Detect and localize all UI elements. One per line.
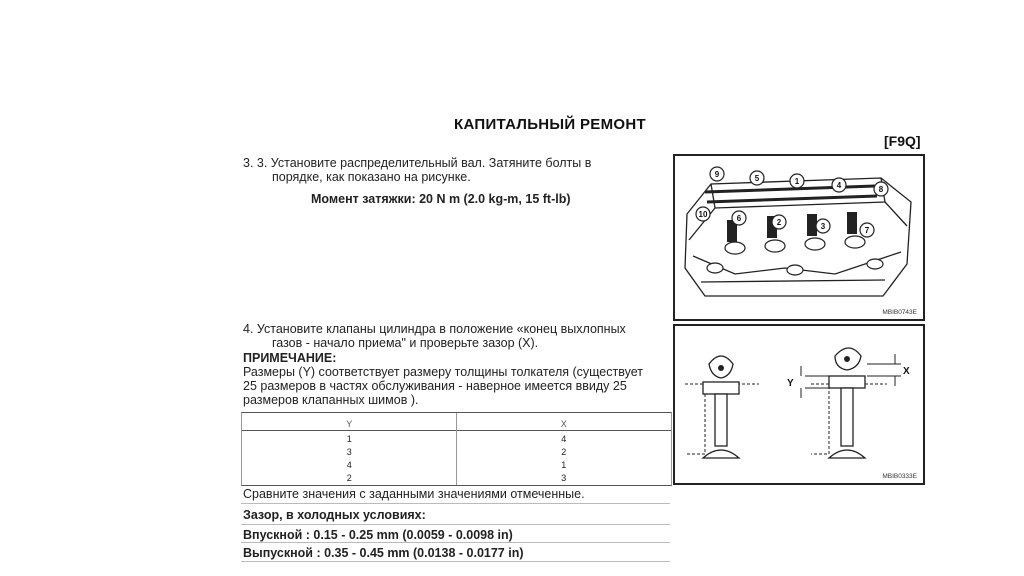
step4-line1: 4. Установите клапаны цилиндра в положение «конец выхлопных	[243, 322, 626, 336]
note-heading: ПРИМЕЧАНИЕ:	[243, 351, 337, 365]
cylinder-head-figure	[673, 154, 925, 321]
table-header-y: Y	[346, 419, 353, 429]
torque-spec: Момент затяжки: 20 N m (2.0 kg-m, 15 ft-lb)	[311, 192, 571, 206]
bolt-number: 3	[820, 222, 826, 231]
note-line1: Размеры (Y) соответствует размеру толщины толкателя (существует	[243, 365, 643, 379]
table-cell: 2	[346, 472, 352, 483]
bolt-number: 10	[698, 210, 708, 219]
table-cell: 2	[561, 446, 567, 457]
table-cell: 3	[561, 472, 567, 483]
clearance-heading: Зазор, в холодных условиях:	[243, 508, 426, 522]
bolt-number: 7	[864, 226, 870, 235]
bolt-number: 6	[736, 214, 742, 223]
y-dimension-label: Y	[787, 378, 794, 389]
table-cell: 4	[346, 459, 352, 470]
compare-text: Сравните значения с заданными значениями отмеченные.	[243, 487, 585, 501]
yx-table	[241, 412, 672, 486]
cylinder-head-drawing	[675, 156, 923, 306]
bolt-number: 8	[878, 185, 884, 194]
figure1-label: MBIB0743E	[882, 309, 917, 316]
step4-line2: газов - начало приема" и проверьте зазор (X).	[272, 336, 539, 350]
engine-code: [F9Q]	[884, 133, 921, 149]
valve-clearance-drawing	[675, 326, 923, 471]
note-line3: размеров клапанных шимов ).	[243, 393, 419, 407]
bolt-number: 9	[714, 170, 720, 179]
bolt-number: 1	[794, 177, 800, 186]
note-line2: 25 размеров в частях обслуживания - наверное имеется ввиду 25	[243, 379, 627, 393]
x-dimension-label: X	[903, 366, 910, 377]
table-cell: 4	[561, 433, 567, 444]
bolt-number: 5	[754, 174, 760, 183]
intake-clearance: Впускной : 0.15 - 0.25 mm (0.0059 - 0.0098 in)	[243, 528, 513, 542]
valve-clearance-figure	[673, 324, 925, 485]
table-cell: 3	[346, 446, 352, 457]
table-cell: 1	[561, 459, 567, 470]
figure2-label: MBIB0333E	[882, 473, 917, 480]
bolt-number: 2	[776, 218, 782, 227]
step3-line2: порядке, как показано на рисунке.	[272, 170, 471, 184]
table-cell: 1	[346, 433, 352, 444]
table-header-x: X	[560, 419, 567, 429]
bolt-number: 4	[836, 181, 842, 190]
exhaust-clearance: Выпускной : 0.35 - 0.45 mm (0.0138 - 0.0177 in)	[243, 546, 524, 560]
page-title: КАПИТАЛЬНЫЙ РЕМОНТ	[454, 116, 646, 133]
step3-line1: 3. 3. Установите распределительный вал. Затяните болты в	[243, 156, 592, 170]
